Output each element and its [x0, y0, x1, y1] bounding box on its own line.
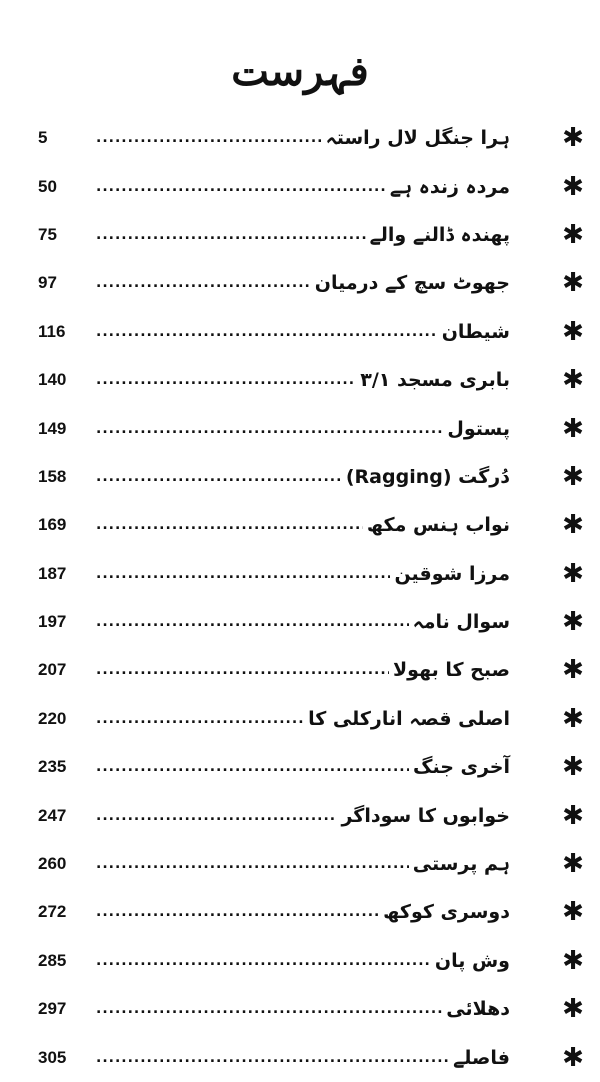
- entry-title: آخری جنگ: [413, 756, 510, 779]
- toc-entry: [38, 937, 588, 985]
- page-title: فہرست: [231, 48, 369, 95]
- asterisk-bullet-icon: ✱: [562, 171, 584, 202]
- table-of-contents: [38, 114, 588, 1082]
- asterisk-bullet-icon: ✱: [562, 800, 584, 831]
- toc-entry: [38, 1033, 588, 1081]
- asterisk-bullet-icon: ✱: [562, 607, 584, 638]
- toc-entry: [38, 985, 588, 1033]
- dot-leader: [96, 1050, 449, 1066]
- entry-title: وش پان: [434, 949, 510, 972]
- page-number: 158: [38, 466, 67, 486]
- asterisk-bullet-icon: ✱: [562, 268, 584, 299]
- page-number: 50: [38, 176, 57, 196]
- toc-entry: [38, 501, 588, 549]
- entry-title: پھندہ ڈالنے والے: [369, 223, 510, 246]
- entry-title: مرزا شوقین: [394, 562, 510, 585]
- entry-title: صبح کا بھولا: [393, 659, 510, 682]
- asterisk-bullet-icon: ✱: [562, 994, 584, 1025]
- page-number: 140: [38, 370, 67, 390]
- asterisk-bullet-icon: ✱: [562, 703, 584, 734]
- page-number: 149: [38, 418, 67, 438]
- toc-entry: [38, 308, 588, 356]
- dot-leader: [96, 421, 443, 437]
- entry-title: پستول: [447, 417, 510, 440]
- page-number: 197: [38, 612, 67, 632]
- asterisk-bullet-icon: ✱: [562, 1042, 584, 1073]
- asterisk-bullet-icon: ✱: [562, 413, 584, 444]
- page-number: 235: [38, 757, 67, 777]
- dot-leader: [96, 227, 366, 243]
- toc-entry: [38, 114, 588, 162]
- toc-entry: [38, 550, 588, 598]
- asterisk-bullet-icon: ✱: [562, 365, 584, 396]
- entry-title: نواب ہنس مکھ: [366, 514, 510, 537]
- dot-leader: [96, 953, 431, 969]
- page-number: 285: [38, 950, 67, 970]
- dot-leader: [96, 372, 356, 388]
- dot-leader: [96, 469, 342, 485]
- toc-entry: [38, 695, 588, 743]
- entry-title: شیطان: [441, 320, 510, 343]
- page-number: 220: [38, 708, 67, 728]
- dot-leader: [96, 275, 311, 291]
- toc-entry: [38, 743, 588, 791]
- page-number: 272: [38, 902, 67, 922]
- entry-title: سوال نامہ: [412, 611, 510, 634]
- asterisk-bullet-icon: ✱: [562, 849, 584, 880]
- toc-entry: [38, 646, 588, 694]
- dot-leader: [96, 517, 363, 533]
- entry-title: مردہ زندہ ہے: [389, 175, 510, 198]
- toc-entry: [38, 888, 588, 936]
- dot-leader: [96, 324, 438, 340]
- entry-title: جھوٹ سچ کے درمیان: [314, 272, 510, 295]
- page-number: 116: [38, 321, 66, 341]
- toc-entry: [38, 211, 588, 259]
- entry-title: ہم پرستی: [412, 853, 510, 876]
- toc-entry: [38, 791, 588, 839]
- asterisk-bullet-icon: ✱: [562, 219, 584, 250]
- toc-entry: [38, 356, 588, 404]
- asterisk-bullet-icon: ✱: [562, 123, 584, 154]
- entry-title: خوابوں کا سوداگر: [341, 804, 510, 827]
- entry-title: بابری مسجد ۳/۱: [360, 369, 510, 392]
- asterisk-bullet-icon: ✱: [562, 945, 584, 976]
- entry-title: دُرگت (Ragging): [345, 465, 510, 488]
- dot-leader: [96, 662, 389, 678]
- entry-title: فاصلے: [453, 1046, 510, 1069]
- page-number: 169: [38, 515, 67, 535]
- page-number: 247: [38, 805, 67, 825]
- page-number: 97: [38, 273, 57, 293]
- page-number: 75: [38, 224, 57, 244]
- asterisk-bullet-icon: ✱: [562, 752, 584, 783]
- dot-leader: [96, 614, 409, 630]
- dot-leader: [96, 566, 390, 582]
- asterisk-bullet-icon: ✱: [562, 558, 584, 589]
- dot-leader: [96, 808, 337, 824]
- entry-title: ہرا جنگل لال راستہ: [325, 127, 510, 150]
- dot-leader: [96, 856, 409, 872]
- entry-title: دوسری کوکھ: [383, 901, 510, 924]
- asterisk-bullet-icon: ✱: [562, 510, 584, 541]
- toc-entry: [38, 404, 588, 452]
- page-number: 187: [38, 563, 67, 583]
- toc-entry: [38, 259, 588, 307]
- entry-title: دھلائی: [446, 998, 510, 1021]
- toc-entry: [38, 598, 588, 646]
- page-number: 297: [38, 999, 67, 1019]
- toc-entry: [38, 162, 588, 210]
- asterisk-bullet-icon: ✱: [562, 316, 584, 347]
- dot-leader: [96, 711, 304, 727]
- dot-leader: [96, 904, 379, 920]
- toc-entry: [38, 453, 588, 501]
- asterisk-bullet-icon: ✱: [562, 655, 584, 686]
- entry-title: اصلی قصہ انارکلی کا: [308, 707, 510, 730]
- page-number: 305: [38, 1047, 67, 1067]
- toc-entry: [38, 840, 588, 888]
- dot-leader: [96, 130, 322, 146]
- dot-leader: [96, 179, 386, 195]
- page-number: 5: [38, 128, 48, 148]
- dot-leader: [96, 759, 409, 775]
- page-number: 207: [38, 660, 67, 680]
- page-number: 260: [38, 854, 67, 874]
- asterisk-bullet-icon: ✱: [562, 461, 584, 492]
- asterisk-bullet-icon: ✱: [562, 897, 584, 928]
- dot-leader: [96, 1001, 442, 1017]
